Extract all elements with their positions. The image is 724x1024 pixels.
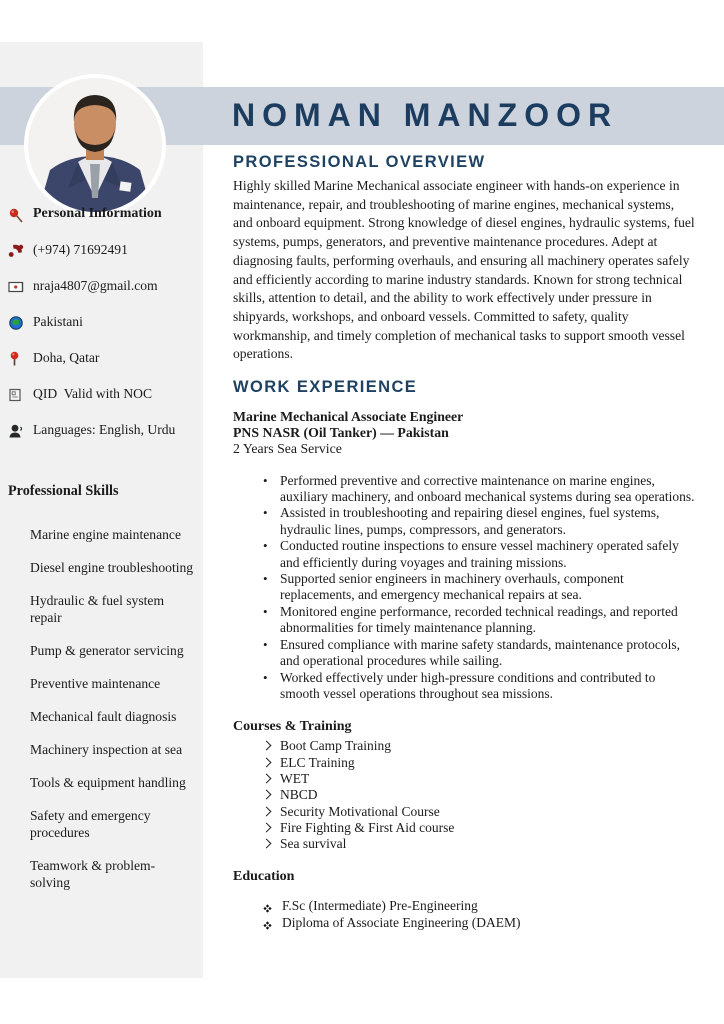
experience-bullet: • Monitored engine performance, recorded technical readings, and reported abnormalities for timely maintenance planning. [263,603,678,636]
education-item: Diploma of Associate Engineering (DAEM) [233,915,695,932]
job-company: PNS NASR (Oil Tanker) — Pakistan [233,425,449,441]
candidate-name: NOMAN MANZOOR [232,97,619,133]
skill-item: Machinery inspection at sea [30,742,183,757]
languages-row [8,422,198,438]
experience-bullet: • Assisted in troubleshooting and repairing diesel engines, fuel systems, hydraulic lines, pumps, compressors, and generators. [263,505,660,537]
experience-bullet-list [233,473,695,703]
arrow-bullet-icon [262,741,272,751]
arrow-bullet-icon [262,773,272,783]
experience-bullet: • Performed preventive and corrective maintenance on marine engines, auxiliary machinery, and onboard mechanical systems during sea operations. [263,472,695,505]
nationality-value: Pakistani [33,314,83,329]
location-row [8,350,198,366]
qid-value: QID Valid with NOC [33,386,153,401]
courses-heading: Courses & Training [233,719,352,735]
skill-item: Preventive maintenance [30,676,161,691]
course-item: Fire Fighting & First Aid course [233,820,695,836]
globe-icon [8,315,25,331]
arrow-bullet-icon [262,806,272,816]
location-value: Doha, Qatar [33,350,100,365]
job-role: Marine Mechanical Associate Engineer [233,409,464,425]
bullet-dot-icon: • [263,669,268,685]
phone-row [8,242,198,258]
main-column [233,153,695,932]
courses-list [233,738,695,852]
skill-item: Hydraulic & fuel system repair [30,593,165,625]
skills-title: Professional Skills [8,483,119,499]
arrow-bullet-icon [262,757,272,767]
overview-heading: PROFESSIONAL OVERVIEW [233,153,486,171]
bullet-dot-icon: • [263,571,268,587]
qid-row [8,386,198,402]
overview-paragraph: Highly skilled Marine Mechanical associate engineer with hands-on experience in maintenance, repair, and troubleshooting of marine engines, mechanical systems, and onboard equipment. Strong knowledge of diesel engines, hydraulic systems, fuel systems, pumps, generators, and preventive maintenance procedures. Adept at diagnosing faults, performing overhauls, and ensuring all machinery operates safely and efficiently according to marine industry standards. Known for strong technical skills, attention to detail, and the ability to work effectively under pressure in shipyards, workshops, and onboard vessels. Committed to safety, quality workmanship, and timely completion of mechanical tasks to support smooth vessel operations. [233,178,695,362]
course-item: Boot Camp Training [233,738,695,754]
languages-value: Languages: English, Urdu [33,422,176,437]
arrow-bullet-icon [262,790,272,800]
skill-item: Pump & generator servicing [30,643,184,658]
job-duration: 2 Years Sea Service [233,441,342,457]
experience-bullet: • Ensured compliance with marine safety standards, maintenance protocols, and operational procedures while sailing. [263,636,680,669]
bullet-dot-icon: • [263,636,268,652]
course-item: ELC Training [233,755,695,771]
personal-info-section [8,206,198,458]
location-pin-icon [8,351,25,367]
experience-bullet: • Supported senior engineers in machinery overhauls, component replacements, and emergency mechanical repairs at sea. [263,571,624,603]
bullet-dot-icon: • [263,505,268,521]
personal-info-title: Personal Information [33,206,162,221]
arrow-bullet-icon [262,822,272,832]
arrow-bullet-icon [262,839,272,849]
bullet-dot-icon: • [263,538,268,554]
education-heading: Education [233,869,295,885]
experience-bullet: • Worked effectively under high-pressure conditions and contributed to smooth vessel operations throughout sea missions. [263,669,656,701]
nationality-row [8,314,198,330]
personal-info-header [8,206,198,222]
skill-item: Tools & equipment handling [30,775,186,790]
skill-item: Marine engine maintenance [30,527,181,542]
skills-section [8,483,196,907]
job-block [233,409,695,458]
skill-item: Teamwork & problem-solving [30,858,156,890]
id-card-icon [8,387,25,403]
skill-item: Diesel engine troubleshooting [30,560,194,575]
course-item: Sea survival [233,836,695,852]
course-item: NBCD [233,787,695,803]
email-row [8,278,198,294]
email-icon [8,279,25,295]
email-value: nraja4807@gmail.com [33,278,158,293]
education-item: F.Sc (Intermediate) Pre-Engineering [233,898,695,915]
bullet-dot-icon: • [263,603,268,619]
profile-photo [28,78,162,212]
skill-item: Safety and emergency procedures [30,808,151,840]
course-item: Security Motivational Course [233,804,695,820]
skill-item: Mechanical fault diagnosis [30,709,177,724]
bullet-dot-icon: • [263,472,268,488]
course-item: WET [233,771,695,787]
diamond-bullet-icon [263,918,272,935]
phone-icon [8,243,25,259]
experience-bullet: • Conducted routine inspections to ensure vessel machinery operated safely and efficiently during voyages and training missions. [263,538,679,570]
phone-value: (+974) 71692491 [33,242,128,257]
experience-heading: WORK EXPERIENCE [233,378,418,397]
languages-person-icon [8,423,25,439]
education-list [233,898,695,931]
pushpin-icon [8,207,25,223]
portrait-illustration [28,78,162,212]
